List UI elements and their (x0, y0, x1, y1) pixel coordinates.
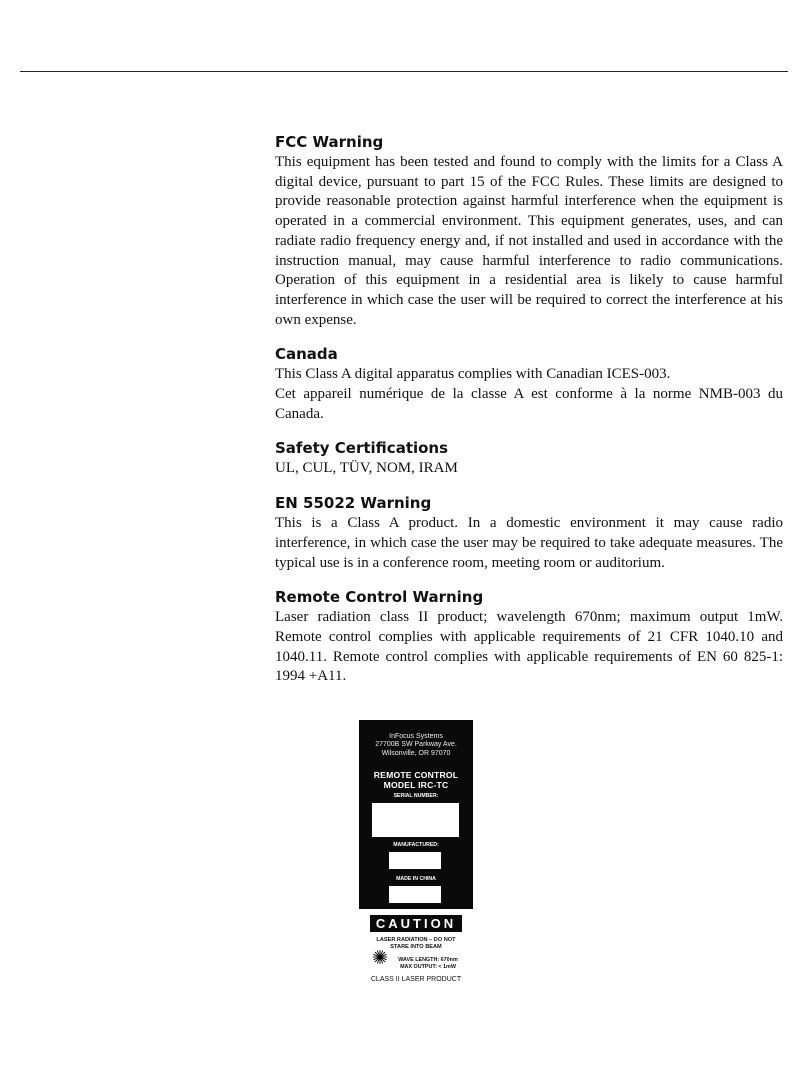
laser-starburst-icon (373, 950, 387, 964)
made-in-label: MADE IN CHINA (396, 876, 436, 882)
section-title: Canada (275, 345, 338, 364)
section-paragraph: UL, CUL, TÜV, NOM, IRAM (275, 460, 458, 477)
made-in-box (389, 886, 441, 903)
address-line: Wilsonville, OR 97070 (381, 749, 451, 757)
laser-warning-text (359, 937, 473, 951)
section-paragraph: This is a Class A product. In a domestic environment it may cause radio interference, in which case the user may be required to take adequate measures. The typical use is in a conference room, meeting room or auditorium. (275, 515, 783, 571)
manufacturer-address (359, 733, 473, 758)
label-black-panel (359, 720, 473, 909)
remote-control-label (359, 720, 473, 988)
manufactured-box (389, 852, 441, 869)
laser-class-text: CLASS II LASER PRODUCT (370, 976, 462, 983)
section-title: Safety Certifications (275, 439, 449, 458)
caution-banner: CAUTION (370, 915, 462, 932)
wave-line: WAVE LENGTH: 670nm (398, 957, 458, 963)
section-safety-certifications (275, 438, 783, 479)
address-line: InFocus Systems (389, 733, 443, 740)
model-line: REMOTE CONTROL (373, 770, 459, 780)
section-paragraph: Cet appareil numérique de la classe A est conforme à la norme NMB-003 du Canada. (275, 386, 783, 422)
section-title: FCC Warning (275, 133, 384, 151)
section-fcc-warning (275, 132, 783, 330)
section-en55022-warning (275, 493, 783, 573)
document-content (275, 132, 783, 701)
wave-line: MAX OUTPUT: < 1mW (400, 963, 456, 970)
section-title: EN 55022 Warning (275, 494, 432, 513)
address-line: 27700B SW Parkway Ave. (375, 741, 457, 749)
wavelength-text (389, 957, 467, 970)
manufactured-label: MANUFACTURED: (393, 842, 439, 848)
section-title: Remote Control Warning (275, 588, 484, 607)
laser-warning-line: STARE INTO BEAM (390, 944, 442, 950)
serial-number-label: SERIAL NUMBER: (393, 793, 439, 799)
top-rule (20, 71, 788, 72)
section-paragraph: Laser radiation class II product; wavelength 670nm; maximum output 1mW. Remote control complies with applicable requirements of 21 CFR 1040.10 and 1040.11. Remote control complies with applicable requirements of EN 60 825-1: 1994 +A11. (275, 609, 783, 685)
section-remote-control-warning (275, 587, 783, 687)
model-line: MODEL IRC-TC (383, 780, 449, 790)
section-paragraph: This equipment has been tested and found to comply with the limits for a Class A digital device, pursuant to part 15 of the FCC Rules. These limits are designed to provide reasonable protection against harmful interference when the equipment is operated in a commercial environment. This equipment generates, uses, and can radiate radio frequency energy and, if not installed and used in accordance with the instruction manual, may cause harmful interference to radio communications. Operation of this equipment in a residential area is likely to cause harmful interference in which case the user will be required to correct the interference at his own expense. (275, 154, 783, 328)
laser-warning-line: LASER RADIATION – DO NOT (376, 937, 456, 943)
section-canada (275, 344, 783, 424)
model-title (359, 770, 473, 790)
section-paragraph: This Class A digital apparatus complies with Canadian ICES-003. (275, 366, 671, 383)
serial-number-box (372, 803, 459, 837)
